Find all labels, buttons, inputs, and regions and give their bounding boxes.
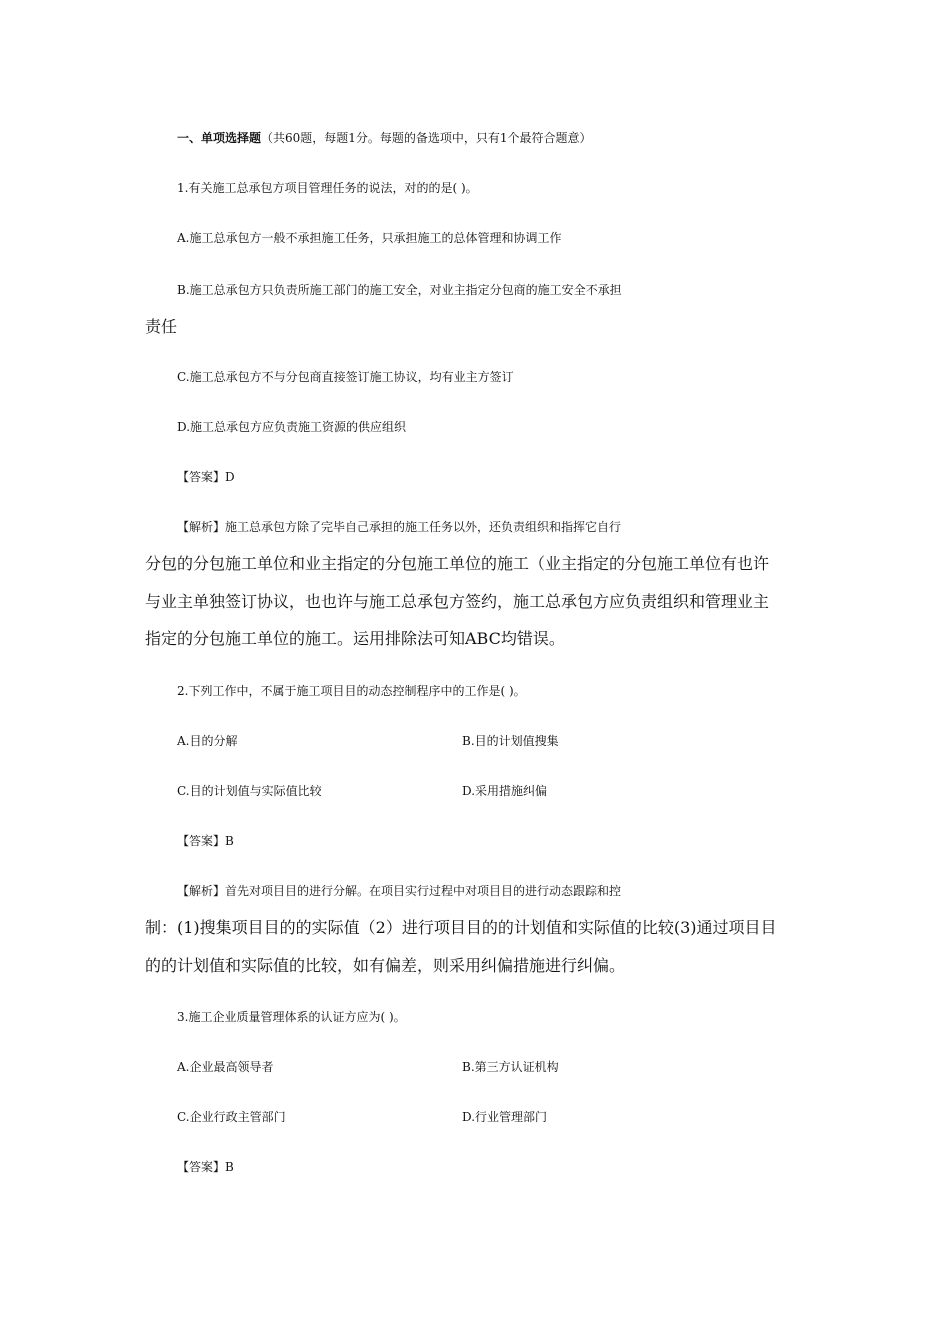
section-header: [145, 128, 845, 148]
q3-option-d: D.行业管理部门: [462, 1110, 548, 1124]
q1-option-c: C.施工总承包方不与分包商直接签订施工协议，均有业主方签订: [177, 370, 514, 384]
q2-stem: 2.下列工作中，不属于施工项目目的动态控制程序中的工作是( )。: [177, 684, 526, 698]
q3-option-b: B.第三方认证机构: [462, 1060, 559, 1074]
q2-options-row2: [145, 781, 845, 801]
q2-option-d: D.采用措施纠偏: [462, 784, 548, 798]
q1-option-a: A.施工总承包方一般不承担施工任务，只承担施工的总体管理和协调工作: [177, 231, 562, 245]
section-heading: 一、单项选择题: [177, 131, 262, 145]
q2-answer: 【答案】B: [177, 834, 234, 848]
q1-option-b-line2: 责任: [145, 317, 178, 336]
q3-stem: 3.施工企业质量管理体系的认证方应为( )。: [177, 1010, 406, 1024]
q2-option-a: A.目的分解: [177, 734, 238, 748]
q1-analysis-line4: 指定的分包施工单位的施工。运用排除法可知ABC均错误。: [145, 629, 565, 648]
q1-analysis-line3: 与业主单独签订协议，也也许与施工总承包方签约，施工总承包方应负责组织和管理业主: [145, 592, 770, 611]
q2-analysis-line1: 【解析】首先对项目目的进行分解。在项目实行过程中对项目目的进行动态跟踪和控: [177, 884, 622, 898]
q2-analysis-line2: 制：(1)搜集项目目的的实际值（2）进行项目目的的计划值和实际值的比较(3)通过项目目: [145, 918, 777, 937]
q3-option-c: C.企业行政主管部门: [177, 1110, 286, 1124]
section-note: （共60题，每题1分。每题的备选项中，只有1个最符合题意）: [261, 131, 592, 145]
q2-analysis-line3: 的的计划值和实际值的比较，如有偏差，则采用纠偏措施进行纠偏。: [145, 956, 626, 975]
q2-option-c: C.目的计划值与实际值比较: [177, 784, 322, 798]
q3-answer: 【答案】B: [177, 1160, 234, 1174]
q3-options-row2: [145, 1107, 845, 1127]
q3-options-row1: [145, 1057, 845, 1077]
q1-answer: 【答案】D: [177, 470, 235, 484]
q1-analysis-line1: 【解析】施工总承包方除了完毕自己承担的施工任务以外，还负责组织和指挥它自行: [177, 520, 622, 534]
q2-option-b: B.目的计划值搜集: [462, 734, 559, 748]
q2-options-row1: [145, 731, 845, 751]
q1-option-d: D.施工总承包方应负责施工资源的供应组织: [177, 420, 407, 434]
q3-option-a: A.企业最高领导者: [177, 1060, 274, 1074]
q1-analysis-line2: 分包的分包施工单位和业主指定的分包施工单位的施工（业主指定的分包施工单位有也许: [145, 554, 770, 573]
q1-stem: 1.有关施工总承包方项目管理任务的说法，对的的是( )。: [177, 181, 478, 195]
q1-option-b-line1: B.施工总承包方只负责所施工部门的施工安全，对业主指定分包商的施工安全不承担: [177, 283, 622, 297]
